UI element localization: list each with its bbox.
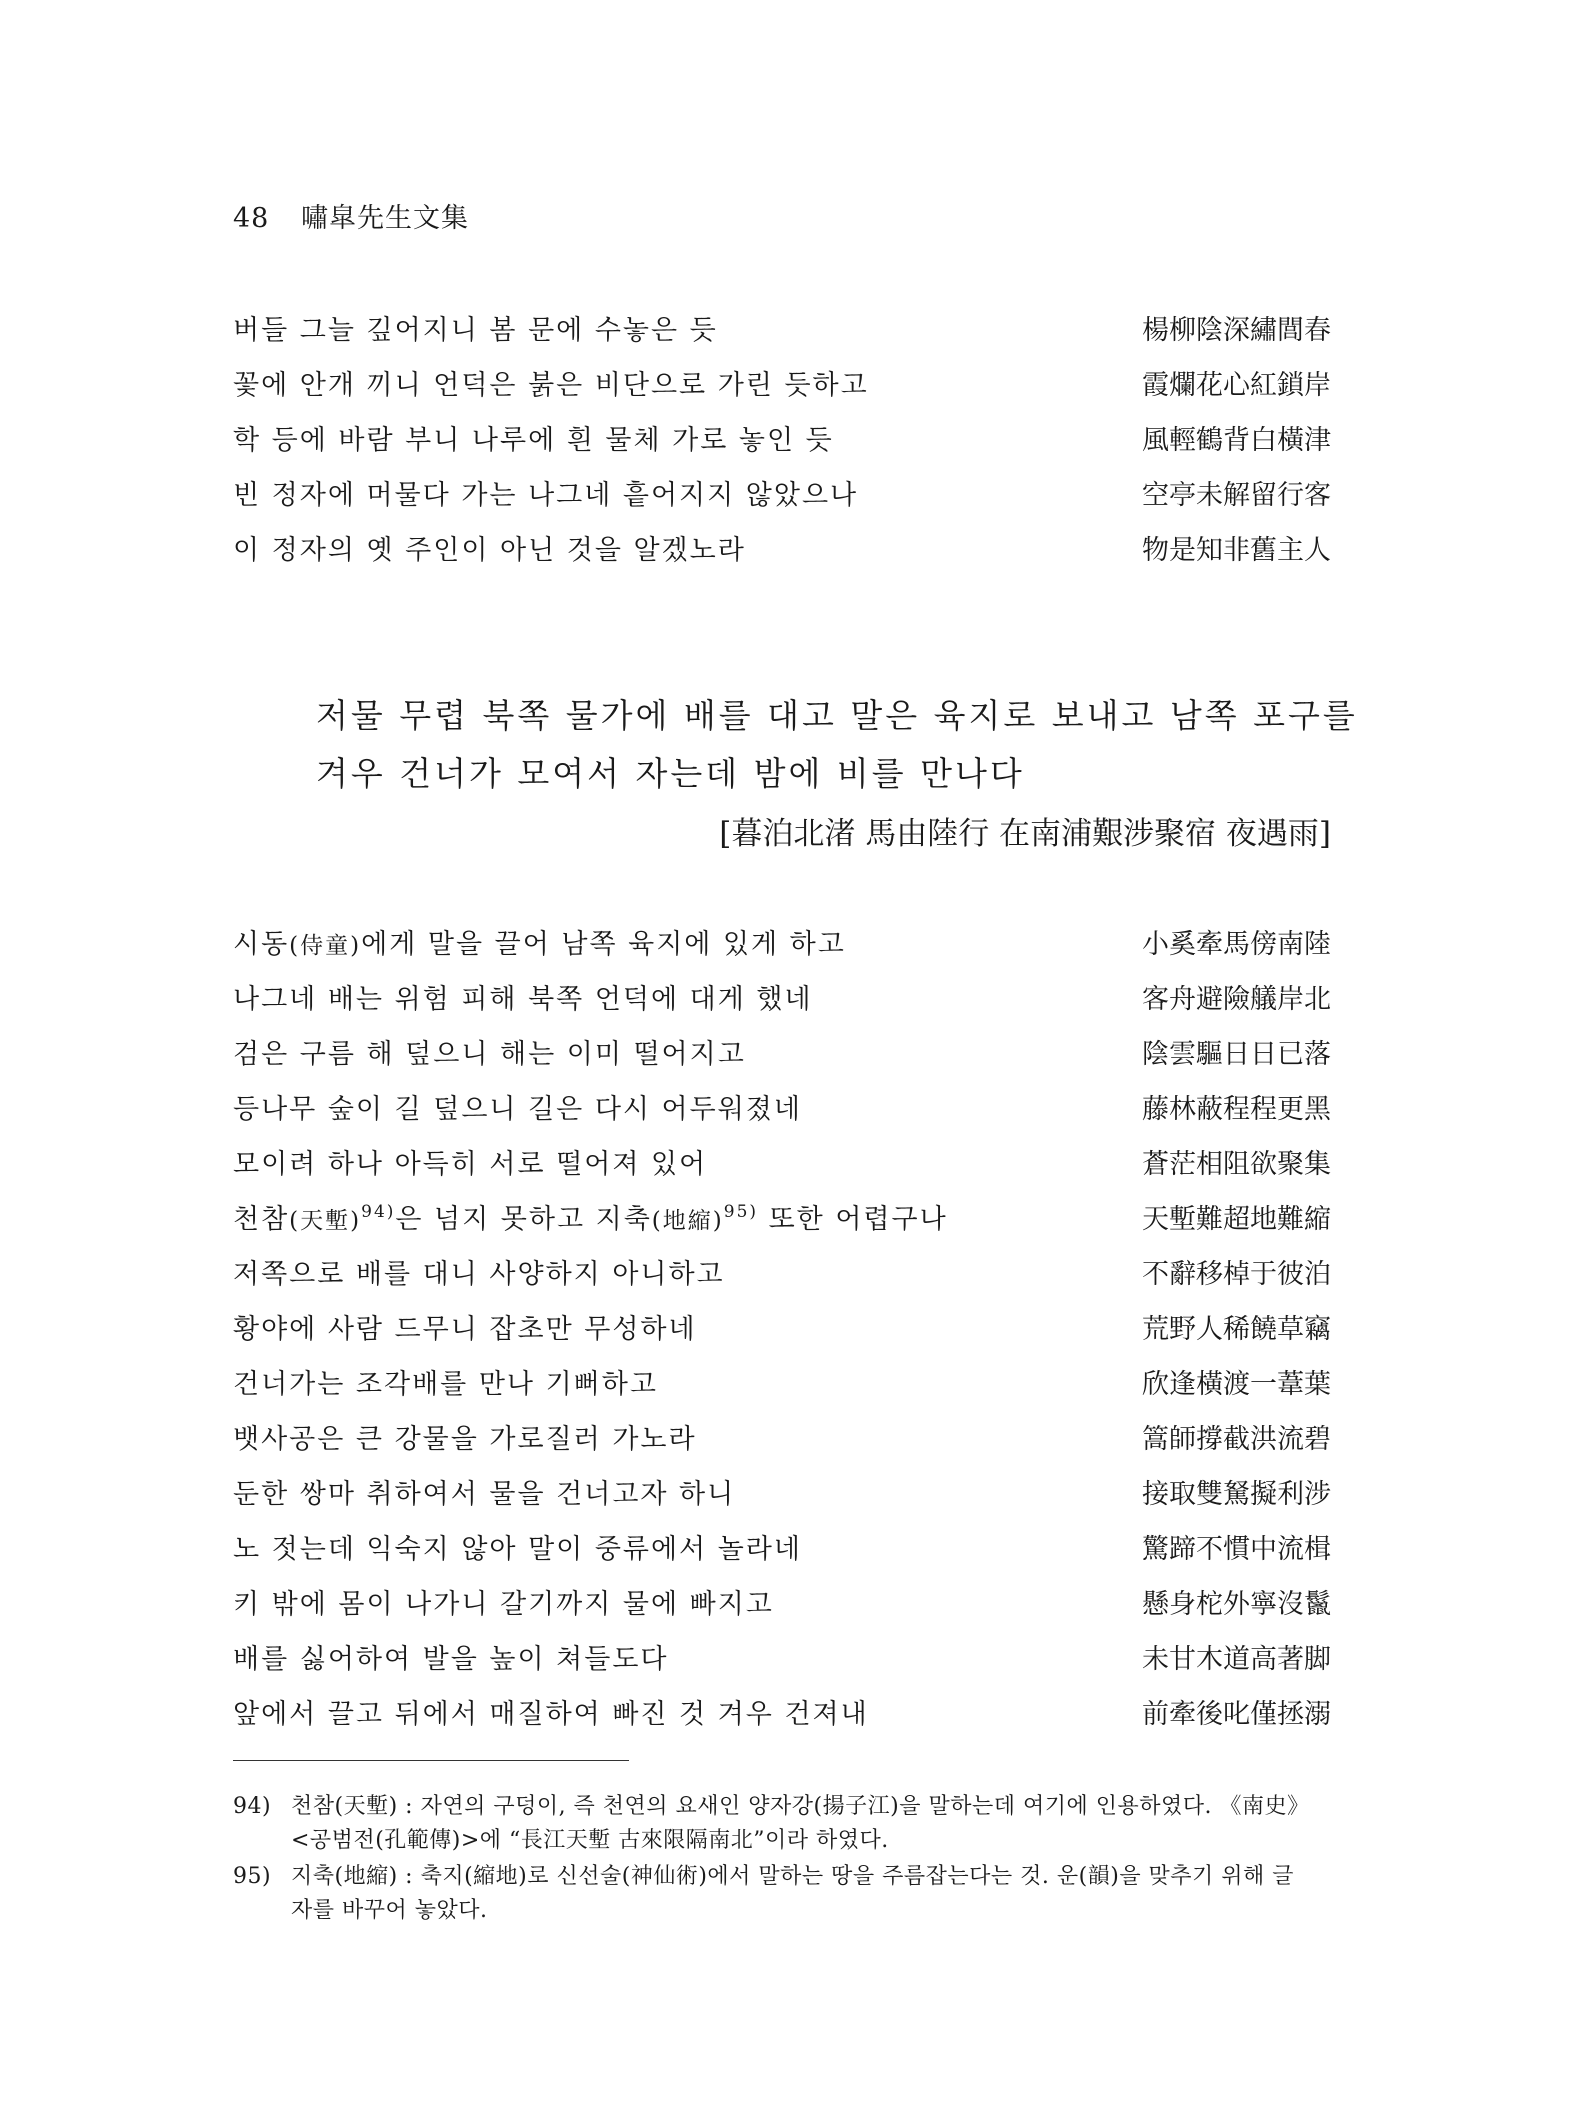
- poem-title-line-2: 겨우 건너가 모여서 자는데 밤에 비를 만나다: [316, 754, 1025, 793]
- footnote-text: <공범전(孔範傳)>에 “長江天塹 古來限隔南北”이라 하였다.: [291, 1828, 889, 1853]
- poem-line: [233, 468, 1331, 523]
- korean-translation: 빈 정자에 머물다 가는 나그네 흩어지지 않았으나: [233, 480, 859, 511]
- poem-line: [233, 1192, 1331, 1247]
- poem-line: [233, 303, 1331, 358]
- poem-line: [233, 1577, 1331, 1632]
- korean-translation: [233, 1192, 948, 1249]
- chinese-original: 風輕鶴背白橫津: [1142, 425, 1331, 456]
- footnote-ref-95[interactable]: 95): [723, 1202, 759, 1222]
- chinese-original: 懸身柁外寧沒鬣: [1142, 1589, 1331, 1620]
- korean-translation: 나그네 배는 위험 피해 북쪽 언덕에 대게 했네: [233, 984, 813, 1015]
- korean-translation: 노 젓는데 익숙지 않아 말이 중류에서 놀라네: [233, 1534, 802, 1565]
- footnotes: [233, 1790, 1331, 1930]
- korean-text: 또한 어렵구나: [758, 1204, 948, 1235]
- poem-line: [233, 1632, 1331, 1687]
- poem-body: [233, 917, 1331, 1742]
- hanja-gloss: (天塹): [289, 1208, 362, 1234]
- korean-translation: 등나무 숲이 길 덮으니 길은 다시 어두워졌네: [233, 1094, 802, 1125]
- chinese-original: 藤林蔽程程更黑: [1142, 1094, 1331, 1125]
- chinese-original: 霞爛花心紅鎖岸: [1142, 370, 1331, 401]
- poem-line: [233, 1247, 1331, 1302]
- chinese-original: 天塹難超地難縮: [1142, 1204, 1331, 1235]
- hanja-gloss: (地縮): [651, 1208, 724, 1234]
- korean-translation: 배를 싫어하여 발을 높이 쳐들도다: [233, 1644, 669, 1675]
- chinese-original: 小奚牽馬傍南陸: [1142, 929, 1331, 960]
- footnote-ref-94[interactable]: 94): [361, 1202, 396, 1222]
- chinese-original: 蒼茫相阻欲聚集: [1142, 1149, 1331, 1180]
- poem-line: [233, 413, 1331, 468]
- korean-translation: [233, 917, 846, 974]
- korean-text: 에게 말을 끌어 남쪽 육지에 있게 하고: [361, 929, 846, 960]
- korean-translation: 검은 구름 해 덮으니 해는 이미 떨어지고: [233, 1039, 746, 1070]
- footnote-text: 지축(地縮) : 축지(縮地)로 신선술(神仙術)에서 말하는 땅을 주름잡는다는 것. 운(韻)을 맞추기 위해 글: [291, 1864, 1295, 1889]
- footnote-number: 94): [233, 1794, 272, 1819]
- korean-text: 천참: [233, 1204, 290, 1235]
- hanja-gloss: (侍童): [289, 933, 362, 959]
- chinese-original: 楊柳陰深繡閭春: [1142, 315, 1331, 346]
- poem-line: [233, 1687, 1331, 1742]
- korean-translation: 저쪽으로 배를 대니 사양하지 아니하고: [233, 1259, 725, 1290]
- poem-title-line-1: 저물 무렵 북쪽 물가에 배를 대고 말은 육지로 보내고 남쪽 포구를: [316, 696, 1358, 735]
- korean-text: 은 넘지 못하고 지축: [395, 1204, 652, 1235]
- footnote-number: 95): [233, 1864, 272, 1889]
- korean-translation: 버들 그늘 깊어지니 봄 문에 수놓은 듯: [233, 315, 718, 346]
- chinese-original: 前牽後叱僅拯溺: [1142, 1699, 1331, 1730]
- book-title: 嘯皐先生文集: [300, 203, 469, 234]
- page-number: 48: [233, 203, 270, 234]
- korean-translation: 둔한 쌍마 취하여서 물을 건너고자 하니: [233, 1479, 736, 1510]
- chinese-original: 陰雲驅日日已落: [1142, 1039, 1331, 1070]
- poem-line: [233, 917, 1331, 972]
- poem-line: [233, 1027, 1331, 1082]
- running-header: [233, 196, 469, 235]
- poem-line: [233, 358, 1331, 413]
- korean-translation: 꽃에 안개 끼니 언덕은 붉은 비단으로 가린 듯하고: [233, 370, 869, 401]
- poem-line: [233, 1522, 1331, 1577]
- korean-text: 시동: [233, 929, 290, 960]
- chinese-original: 荒野人稀饒草竊: [1142, 1314, 1331, 1345]
- footnote-text: 자를 바꾸어 놓았다.: [291, 1898, 488, 1923]
- chinese-original: 物是知非舊主人: [1142, 535, 1331, 566]
- korean-translation: 이 정자의 옛 주인이 아닌 것을 알겠노라: [233, 535, 746, 566]
- footnote-95: [233, 1860, 1331, 1928]
- poem-title-chinese: [暮泊北渚 馬由陸行 在南浦艱涉聚宿 夜遇雨]: [719, 816, 1331, 852]
- poem-continuation: [233, 303, 1331, 578]
- poem-line: [233, 523, 1331, 578]
- chinese-original: 篙師撐截洪流碧: [1142, 1424, 1331, 1455]
- poem-line: [233, 972, 1331, 1027]
- chinese-original: 未甘木道高著脚: [1142, 1644, 1331, 1675]
- chinese-original: 欣逢橫渡一葦葉: [1142, 1369, 1331, 1400]
- footnote-94: [233, 1790, 1331, 1858]
- poem-title: [316, 687, 1358, 863]
- korean-translation: 황야에 사람 드무니 잡초만 무성하네: [233, 1314, 697, 1345]
- poem-line: [233, 1412, 1331, 1467]
- chinese-original: 客舟避險艤岸北: [1142, 984, 1331, 1015]
- korean-translation: 건너가는 조각배를 만나 기뻐하고: [233, 1369, 658, 1400]
- footnote-divider: [233, 1760, 629, 1761]
- chinese-original: 不辭移棹于彼泊: [1142, 1259, 1331, 1290]
- footnote-text: 천참(天塹) : 자연의 구덩이, 즉 천연의 요새인 양자강(揚子江)을 말하는데 여기에 인용하였다. 《南史》: [291, 1794, 1310, 1819]
- chinese-original: 空亭未解留行客: [1142, 480, 1331, 511]
- korean-translation: 학 등에 바람 부니 나루에 흰 물체 가로 놓인 듯: [233, 425, 834, 456]
- poem-line: [233, 1467, 1331, 1522]
- korean-translation: 뱃사공은 큰 강물을 가로질러 가노라: [233, 1424, 697, 1455]
- chinese-original: 接取雙駑擬利涉: [1142, 1479, 1331, 1510]
- korean-translation: 앞에서 끌고 뒤에서 매질하여 빠진 것 겨우 건져내: [233, 1699, 869, 1730]
- chinese-original: 驚蹄不慣中流楫: [1142, 1534, 1331, 1565]
- poem-line: [233, 1302, 1331, 1357]
- korean-translation: 키 밖에 몸이 나가니 갈기까지 물에 빠지고: [233, 1589, 774, 1620]
- poem-line: [233, 1082, 1331, 1137]
- korean-translation: 모이려 하나 아득히 서로 떨어져 있어: [233, 1149, 708, 1180]
- poem-line: [233, 1137, 1331, 1192]
- poem-line: [233, 1357, 1331, 1412]
